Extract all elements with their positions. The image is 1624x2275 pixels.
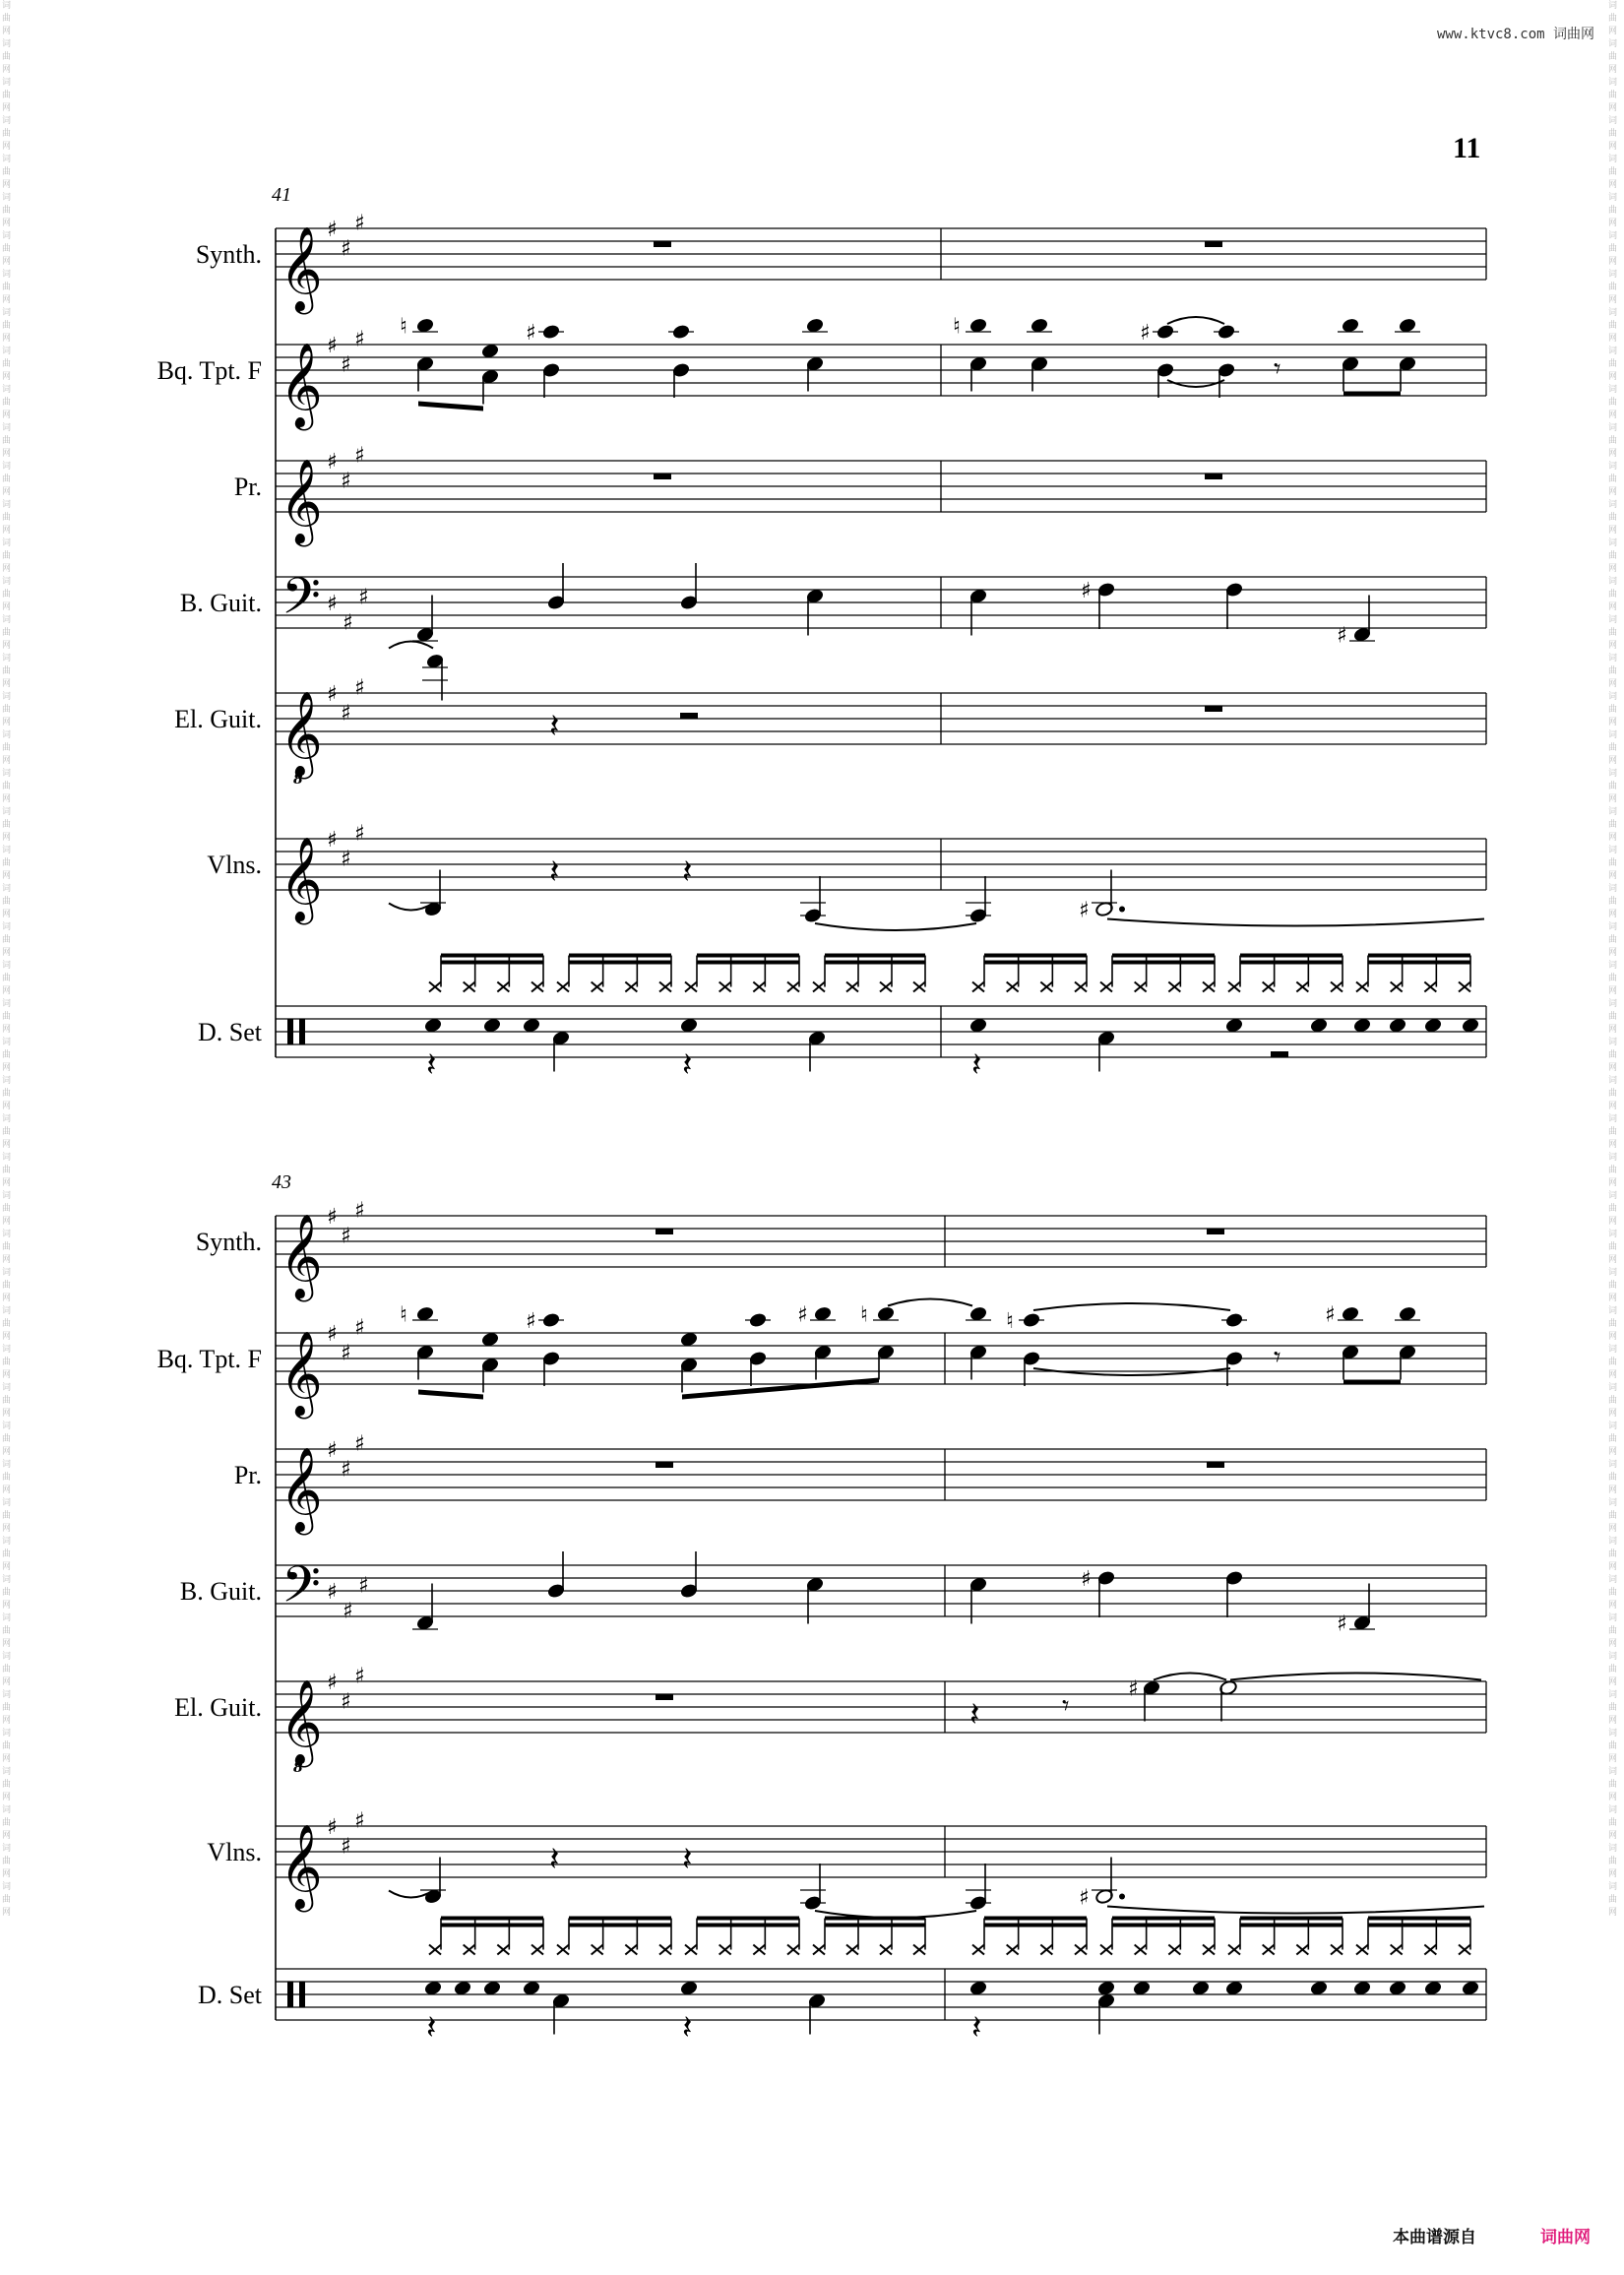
sharp-accidental: ♯: [358, 1573, 369, 1599]
beam: [569, 1924, 671, 1927]
staff-b-guit: [180, 563, 1486, 649]
eighth-rest: 𝄾: [1062, 1689, 1070, 1722]
cross-notehead: [557, 1945, 569, 1955]
cross-notehead: [813, 1945, 825, 1955]
beam: [418, 402, 483, 411]
whole-rest: [1205, 706, 1222, 712]
watermark-right: 词曲网词曲网词曲网词曲网词曲网词曲网词曲网词曲网词曲网词曲网词曲网词曲网词曲网词曲网词曲网词曲网词曲网词曲网词曲网词曲网词曲网词曲网词曲网词曲网词曲网词曲网词曲网词曲网词曲网词曲网词曲网词曲网词曲网词曲网词曲网词曲网词曲网词曲网词曲网词曲网词曲网词曲网词曲网词曲网词曲网词曲网词曲网词曲网词曲网词曲网: [1608, 1, 1618, 1918]
instrument-label: D. Set: [198, 1981, 262, 2009]
staff-vlns: [207, 1809, 1486, 1919]
treble-clef: 𝄞: [280, 459, 323, 543]
cross-notehead: [1040, 982, 1052, 992]
notehead: [1423, 1017, 1442, 1034]
cross-notehead: [880, 1945, 892, 1955]
sharp-accidental: ♯: [341, 701, 351, 727]
sharp-accidental: ♯: [343, 1599, 353, 1624]
instrument-label: Synth.: [195, 1228, 262, 1256]
beam: [825, 1917, 925, 1921]
whole-rest: [656, 1462, 673, 1468]
sharp-accidental: ♯: [354, 443, 365, 469]
quarter-rest: 𝄽: [549, 853, 560, 892]
quarter-rest: 𝄽: [426, 2008, 437, 2048]
cross-notehead: [813, 982, 825, 992]
cross-notehead: [1356, 1945, 1368, 1955]
cross-notehead: [719, 982, 731, 992]
cross-notehead: [429, 1945, 441, 1955]
cross-notehead: [1228, 982, 1240, 992]
quarter-rest: 𝄽: [549, 707, 560, 746]
beam: [984, 961, 1087, 965]
notehead: [679, 1017, 698, 1034]
natural-accidental: ♮: [953, 314, 961, 340]
quarter-rest: 𝄽: [549, 1840, 560, 1879]
beam: [1240, 1917, 1343, 1921]
tie: [1230, 1674, 1481, 1680]
sharp-accidental: ♯: [1079, 1885, 1090, 1911]
instrument-label: El. Guit.: [174, 705, 262, 733]
natural-accidental: ♮: [400, 314, 407, 340]
treble-clef: 𝄞: [280, 1331, 323, 1416]
cross-notehead: [753, 982, 765, 992]
natural-accidental: ♮: [400, 1302, 407, 1328]
sharp-accidental: ♯: [341, 1834, 351, 1860]
bass-clef: 𝄢: [281, 1554, 321, 1626]
staff-b-guit: [180, 1551, 1486, 1637]
sharp-accidental: ♯: [341, 1224, 351, 1249]
cross-notehead: [1007, 1945, 1019, 1955]
notehead: [1352, 1017, 1371, 1034]
tie: [1033, 1303, 1230, 1310]
beam: [1240, 954, 1343, 958]
tie: [815, 923, 976, 930]
whole-rest: [654, 474, 671, 479]
notehead: [1224, 1980, 1243, 1996]
instrument-label: B. Guit.: [179, 589, 262, 617]
header-url: www.ktvc8.com 词曲网: [1437, 27, 1595, 42]
quarter-rest: 𝄽: [682, 853, 693, 892]
sharp-accidental: ♯: [327, 1322, 338, 1347]
notehead: [1224, 1017, 1243, 1034]
beam: [418, 1390, 483, 1400]
quarter-rest: 𝄽: [971, 1045, 982, 1085]
sharp-accidental: ♯: [1079, 898, 1090, 923]
notehead: [968, 1980, 987, 1996]
instrument-label: Vlns.: [207, 1838, 262, 1866]
cross-notehead: [1296, 1945, 1308, 1955]
beam: [984, 954, 1087, 958]
tie: [1154, 1674, 1226, 1680]
cross-notehead: [1263, 1945, 1275, 1955]
instrument-label: El. Guit.: [174, 1693, 262, 1722]
sharp-accidental: ♯: [327, 828, 338, 853]
cross-notehead: [497, 982, 509, 992]
cross-notehead: [1459, 982, 1470, 992]
sharp-accidental: ♯: [341, 469, 351, 494]
beam: [441, 1917, 543, 1921]
treble-clef: 𝄞: [280, 837, 323, 921]
sharp-accidental: ♯: [354, 211, 365, 236]
beam: [1343, 1380, 1401, 1385]
beam: [1240, 961, 1343, 965]
sharp-accidental: ♯: [341, 1457, 351, 1483]
quarter-rest: 𝄽: [426, 1045, 437, 1085]
cross-notehead: [685, 982, 697, 992]
system-2: [157, 1171, 1486, 2048]
beam: [1368, 961, 1470, 965]
sharp-accidental: ♯: [354, 675, 365, 701]
percussion-clef: [287, 1019, 293, 1044]
instrument-label: B. Guit.: [179, 1577, 262, 1606]
cross-notehead: [592, 982, 603, 992]
cross-notehead: [753, 1945, 765, 1955]
sharp-accidental: ♯: [354, 1664, 365, 1689]
cross-notehead: [531, 1945, 543, 1955]
measure-number: 43: [272, 1171, 291, 1193]
beam: [569, 1917, 671, 1921]
cross-notehead: [1331, 982, 1343, 992]
tie: [1107, 919, 1484, 926]
cross-notehead: [592, 1945, 603, 1955]
sharp-accidental: ♯: [327, 1580, 338, 1605]
percussion-clef: [287, 1982, 293, 2007]
sharp-accidental: ♯: [1325, 1302, 1336, 1328]
cross-notehead: [1263, 982, 1275, 992]
cross-notehead: [1007, 982, 1019, 992]
beam: [697, 954, 799, 958]
notehead: [1388, 1017, 1406, 1034]
sharp-accidental: ♯: [341, 236, 351, 262]
staff-d-set: [198, 1917, 1486, 2049]
notehead: [480, 1331, 499, 1348]
cross-notehead: [464, 982, 475, 992]
staff-vlns: [207, 822, 1486, 931]
cross-notehead: [1203, 1945, 1215, 1955]
sharp-accidental: ♯: [354, 1808, 365, 1834]
eighth-rest: 𝄾: [1274, 1341, 1281, 1373]
instrument-label: Pr.: [233, 1461, 262, 1489]
sharp-accidental: ♯: [1081, 579, 1092, 603]
octave-marker: 8: [293, 1760, 303, 1776]
staff-bq-tpt-f: [157, 315, 1486, 432]
notehead: [1096, 1980, 1115, 1996]
beam: [697, 1917, 799, 1921]
sharp-accidental: ♯: [1128, 1676, 1139, 1702]
cross-notehead: [1356, 982, 1368, 992]
treble-clef: 𝄞: [280, 1679, 323, 1764]
sharp-accidental: ♯: [526, 321, 536, 346]
notehead: [482, 1980, 501, 1996]
cross-notehead: [1135, 1945, 1147, 1955]
whole-rest: [1207, 1462, 1224, 1468]
beam: [1368, 954, 1470, 958]
whole-rest: [1205, 474, 1222, 479]
quarter-rest: 𝄽: [682, 1840, 693, 1879]
beam: [1112, 961, 1215, 965]
staff-pr: [234, 1432, 1486, 1537]
watermark-left: 词曲网词曲网词曲网词曲网词曲网词曲网词曲网词曲网词曲网词曲网词曲网词曲网词曲网词曲网词曲网词曲网词曲网词曲网词曲网词曲网词曲网词曲网词曲网词曲网词曲网词曲网词曲网词曲网词曲网词曲网词曲网词曲网词曲网词曲网词曲网词曲网词曲网词曲网词曲网词曲网词曲网词曲网词曲网词曲网词曲网词曲网词曲网词曲网词曲网词曲网: [2, 1, 12, 1918]
measure-number: 41: [272, 184, 291, 206]
beam: [441, 961, 543, 965]
cross-notehead: [1040, 1945, 1052, 1955]
staff-d-set: [198, 954, 1486, 1086]
instrument-label: Bq. Tpt. F: [156, 356, 262, 385]
notehead: [1191, 1980, 1210, 1996]
sharp-accidental: ♯: [354, 821, 365, 847]
quarter-rest: 𝄽: [682, 1045, 693, 1085]
beam: [1112, 1924, 1215, 1927]
sharp-accidental: ♯: [1337, 1611, 1347, 1637]
notehead: [1309, 1017, 1328, 1034]
cross-notehead: [1296, 982, 1308, 992]
cross-notehead: [1424, 982, 1436, 992]
natural-accidental: ♮: [1006, 1309, 1014, 1334]
notehead: [1423, 1980, 1442, 1996]
sharp-accidental: ♯: [354, 327, 365, 352]
cross-notehead: [1100, 982, 1112, 992]
percussion-clef: [299, 1982, 305, 2007]
cross-notehead: [1100, 1945, 1112, 1955]
natural-accidental: ♮: [860, 1302, 868, 1328]
beam: [825, 954, 925, 958]
augmentation-dot: [1119, 907, 1125, 913]
beam: [984, 1924, 1087, 1927]
sharp-accidental: ♯: [354, 1315, 365, 1341]
notehead: [1309, 1980, 1328, 1996]
quarter-rest: 𝄽: [682, 2008, 693, 2048]
cross-notehead: [913, 982, 925, 992]
notehead: [679, 1980, 698, 1996]
sharp-accidental: ♯: [327, 1815, 338, 1840]
beam: [825, 961, 925, 965]
beam: [1368, 1924, 1470, 1927]
treble-clef: 𝄞: [280, 226, 323, 311]
cross-notehead: [880, 982, 892, 992]
whole-rest: [1207, 1229, 1224, 1234]
cross-notehead: [497, 1945, 509, 1955]
sharp-accidental: ♯: [327, 1671, 338, 1695]
sharp-accidental: ♯: [797, 1302, 808, 1328]
instrument-label: Bq. Tpt. F: [156, 1345, 262, 1373]
cross-notehead: [659, 1945, 671, 1955]
treble-clef: 𝄞: [280, 1824, 323, 1909]
notehead: [423, 1017, 442, 1034]
cross-notehead: [846, 982, 858, 992]
instrument-label: Vlns.: [207, 851, 262, 879]
beam: [1240, 1924, 1343, 1927]
cross-notehead: [1203, 982, 1215, 992]
notehead: [679, 1331, 698, 1348]
cross-notehead: [1135, 982, 1147, 992]
staff-pr: [234, 444, 1486, 548]
tie: [1107, 1907, 1484, 1914]
sharp-accidental: ♯: [327, 682, 338, 707]
whole-rest: [656, 1229, 673, 1234]
treble-clef: 𝄞: [280, 691, 323, 776]
staff-bq-tpt-f: [157, 1299, 1486, 1421]
sharp-accidental: ♯: [354, 1198, 365, 1224]
tie: [389, 642, 433, 649]
notehead: [522, 1980, 540, 1996]
cross-notehead: [719, 1945, 731, 1955]
sharp-accidental: ♯: [341, 352, 351, 378]
beam: [984, 1917, 1087, 1921]
cross-notehead: [1424, 1945, 1436, 1955]
beam: [569, 954, 671, 958]
notehead: [1352, 1980, 1371, 1996]
notehead: [1461, 1980, 1479, 1996]
beam: [825, 1924, 925, 1927]
sharp-accidental: ♯: [341, 1341, 351, 1366]
octave-marker: 8: [293, 772, 303, 788]
whole-rest: [656, 1694, 673, 1700]
half-rest: [680, 713, 698, 719]
sharp-accidental: ♯: [1140, 321, 1151, 346]
sharp-accidental: ♯: [327, 218, 338, 242]
cross-notehead: [464, 1945, 475, 1955]
beam: [1343, 392, 1401, 397]
staff-synth: [196, 212, 1486, 316]
sharp-accidental: ♯: [327, 450, 338, 474]
staff-synth: [196, 1199, 1486, 1303]
sharp-accidental: ♯: [343, 610, 353, 636]
cross-notehead: [972, 1945, 984, 1955]
treble-clef: 𝄞: [280, 1447, 323, 1532]
notehead: [522, 1017, 540, 1034]
quarter-rest: 𝄽: [971, 2008, 982, 2048]
beam: [682, 1378, 879, 1400]
beam: [441, 954, 543, 958]
sharp-accidental: ♯: [327, 592, 338, 616]
notehead: [1132, 1980, 1151, 1996]
beam: [1112, 1917, 1215, 1921]
staff-el-guit: [174, 1665, 1486, 1777]
treble-clef: 𝄞: [280, 1214, 323, 1298]
instrument-label: Pr.: [233, 473, 262, 501]
cross-notehead: [531, 982, 543, 992]
percussion-clef: [299, 1019, 305, 1044]
cross-notehead: [787, 982, 799, 992]
eighth-rest: 𝄾: [1274, 352, 1281, 385]
beam: [1112, 954, 1215, 958]
tie: [1167, 317, 1224, 324]
system-1: [157, 184, 1486, 1085]
sharp-accidental: ♯: [327, 1438, 338, 1463]
footer-site-name: 词曲网: [1540, 2228, 1591, 2247]
cross-notehead: [1168, 982, 1180, 992]
sharp-accidental: ♯: [341, 1689, 351, 1715]
instrument-label: D. Set: [198, 1018, 262, 1046]
sharp-accidental: ♯: [526, 1309, 536, 1334]
notehead: [968, 1017, 987, 1034]
sharp-accidental: ♯: [354, 1431, 365, 1457]
sharp-accidental: ♯: [1337, 623, 1347, 649]
page-number: 11: [1453, 132, 1481, 164]
cross-notehead: [1459, 1945, 1470, 1955]
quarter-rest: 𝄽: [969, 1695, 980, 1735]
cross-notehead: [429, 982, 441, 992]
cross-notehead: [913, 1945, 925, 1955]
cross-notehead: [787, 1945, 799, 1955]
beam: [569, 961, 671, 965]
cross-notehead: [659, 982, 671, 992]
staff-el-guit: [174, 642, 1486, 789]
cross-notehead: [1391, 1945, 1403, 1955]
sharp-accidental: ♯: [327, 334, 338, 358]
notehead: [1461, 1017, 1479, 1034]
sharp-accidental: ♯: [341, 847, 351, 872]
footer-source-text: 本曲谱源自: [1393, 2228, 1476, 2247]
beam: [697, 1924, 799, 1927]
notehead: [480, 343, 499, 359]
bass-clef: 𝄢: [281, 566, 321, 638]
whole-rest: [1205, 241, 1222, 247]
beam: [1368, 1917, 1470, 1921]
cross-notehead: [557, 982, 569, 992]
half-rest: [1271, 1051, 1288, 1057]
cross-notehead: [1228, 1945, 1240, 1955]
whole-rest: [654, 241, 671, 247]
cross-notehead: [1075, 982, 1087, 992]
instrument-label: Synth.: [195, 240, 262, 269]
cross-notehead: [1391, 982, 1403, 992]
beam: [441, 1924, 543, 1927]
cross-notehead: [625, 982, 637, 992]
cross-notehead: [1075, 1945, 1087, 1955]
cross-notehead: [625, 1945, 637, 1955]
sharp-accidental: ♯: [1081, 1567, 1092, 1592]
notehead: [453, 1980, 471, 1996]
sharp-accidental: ♯: [327, 1205, 338, 1230]
notehead: [1388, 1980, 1406, 1996]
cross-notehead: [972, 982, 984, 992]
tie: [888, 1299, 972, 1306]
notehead: [482, 1017, 501, 1034]
beam: [697, 961, 799, 965]
augmentation-dot: [1119, 1894, 1125, 1900]
sharp-accidental: ♯: [358, 585, 369, 610]
notehead: [423, 1980, 442, 1996]
treble-clef: 𝄞: [280, 343, 323, 427]
cross-notehead: [685, 1945, 697, 1955]
cross-notehead: [1331, 1945, 1343, 1955]
cross-notehead: [846, 1945, 858, 1955]
cross-notehead: [1168, 1945, 1180, 1955]
